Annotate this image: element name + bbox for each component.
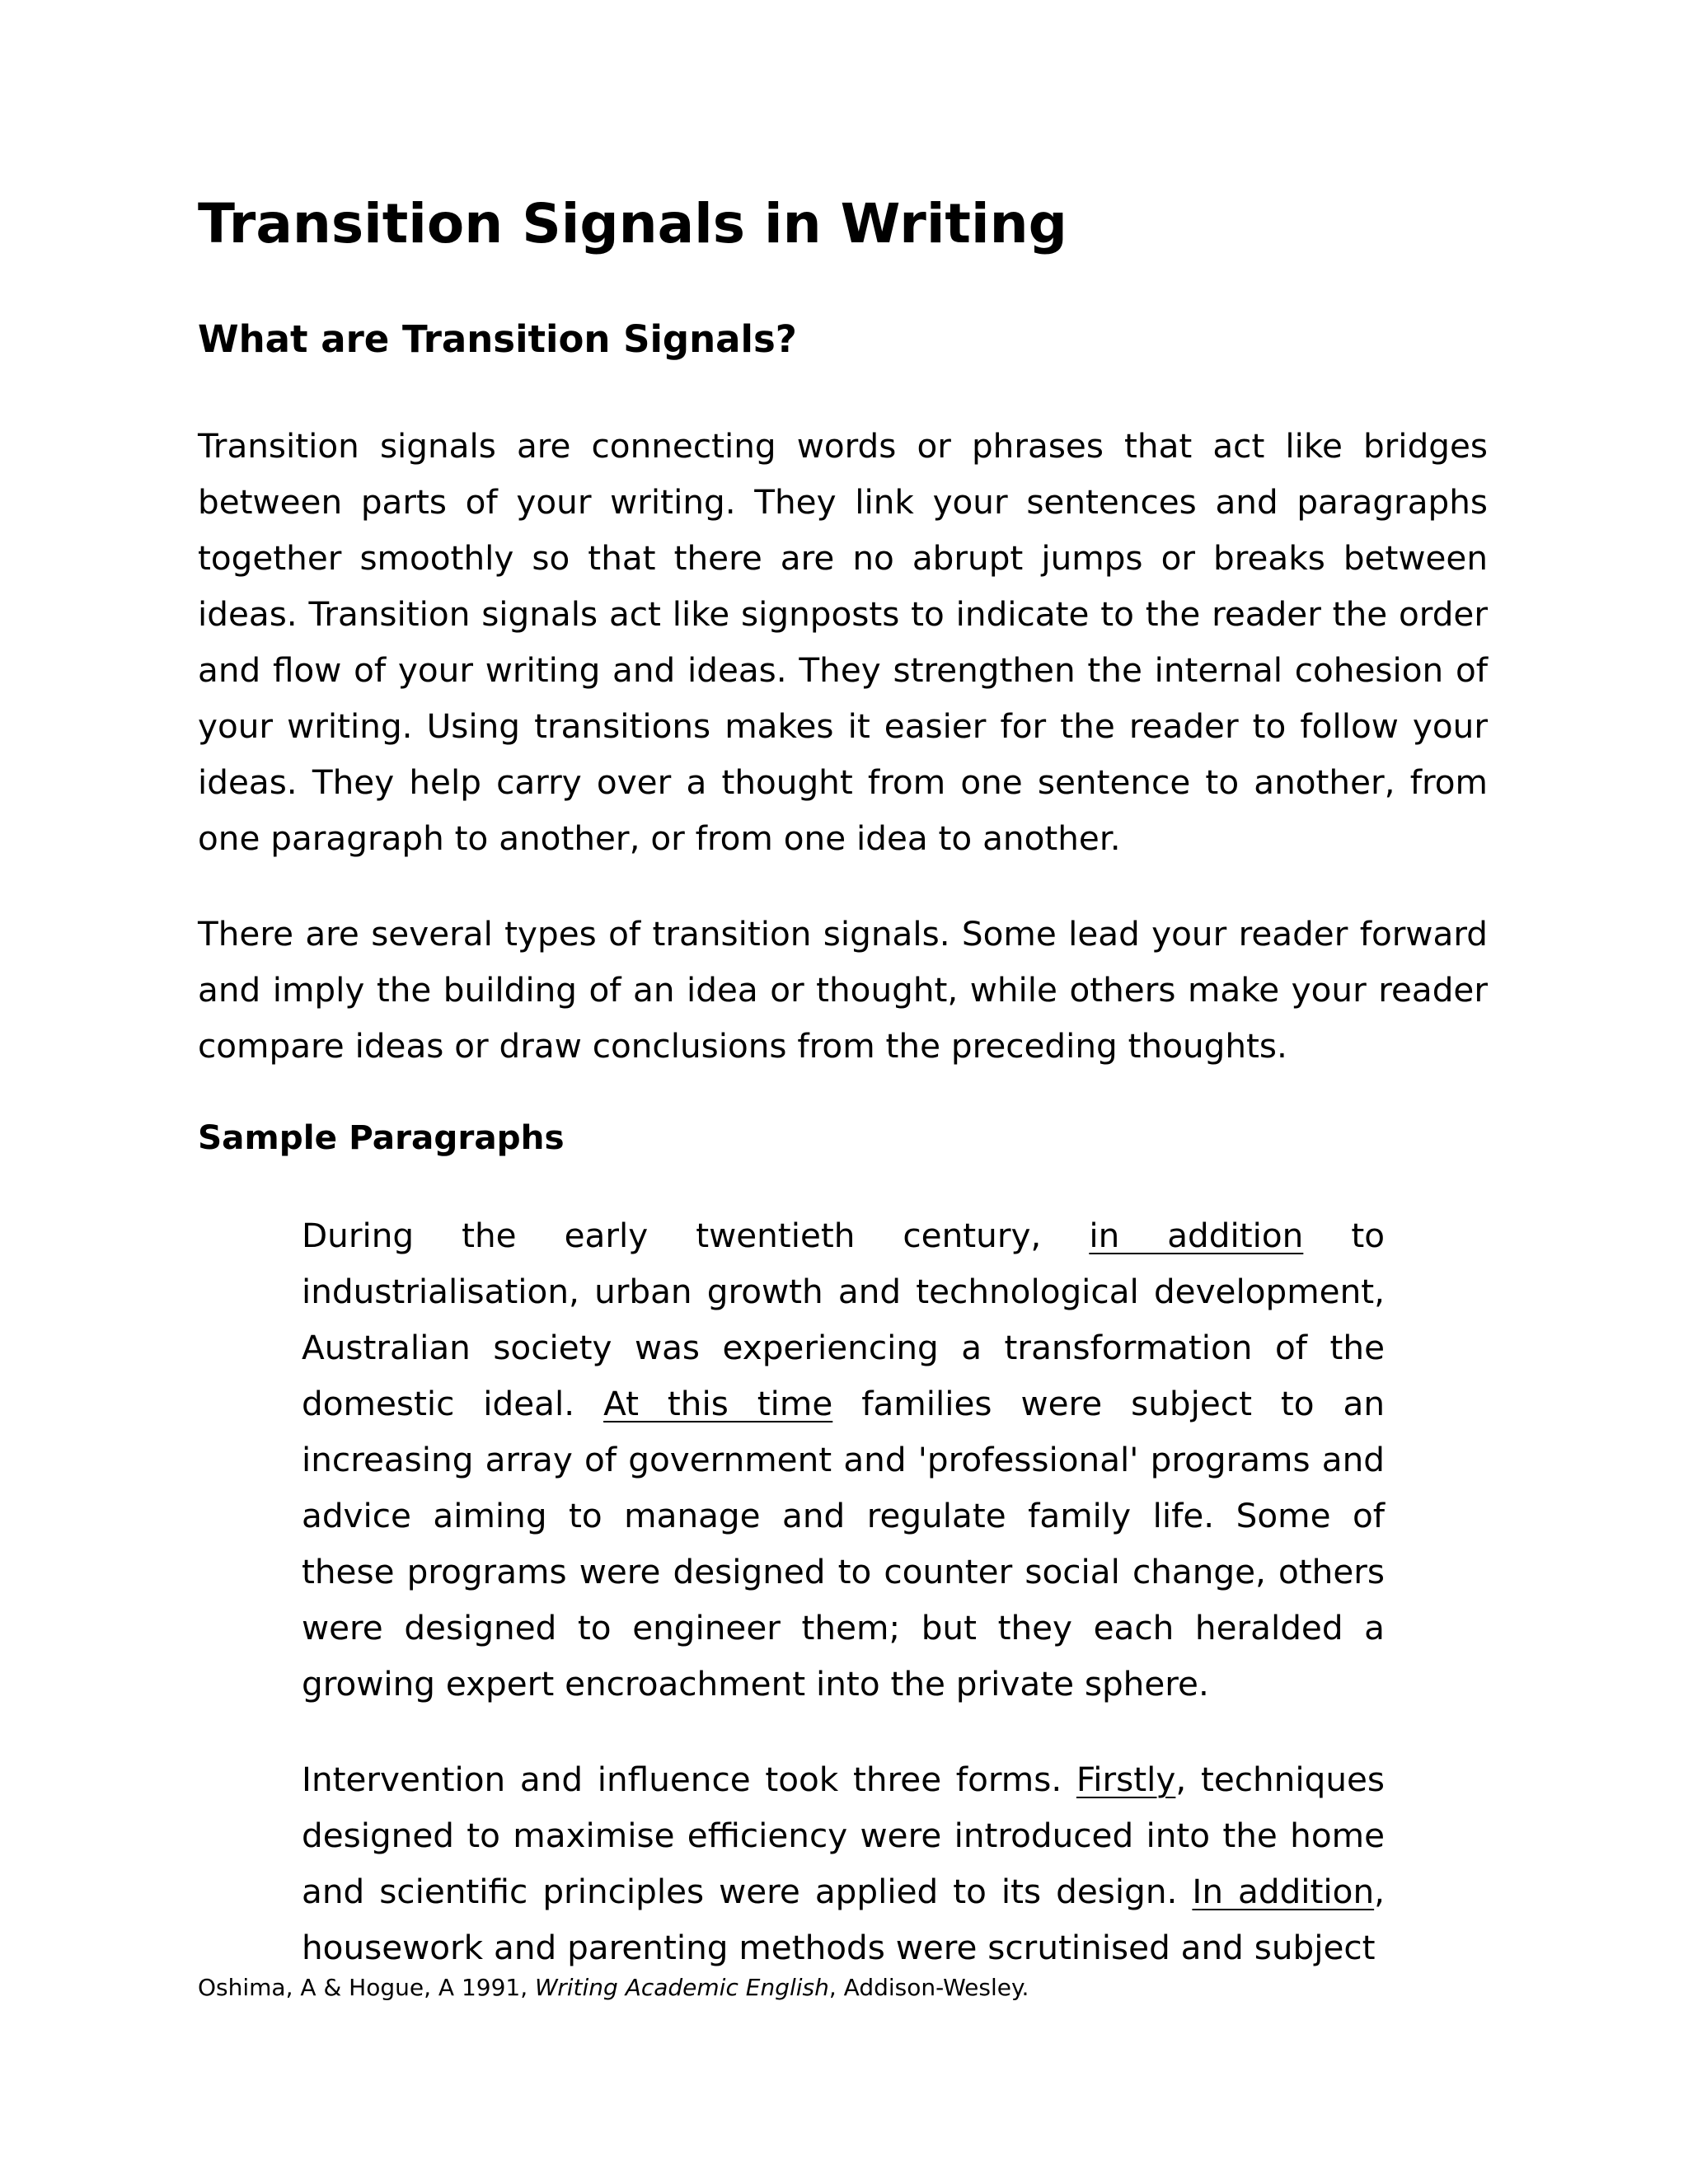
types-paragraph: There are several types of transition signals. Some lead your reader forward and imply the building of an idea or thought, while others make your reader compare ideas or draw conclusions from the preceding thoughts. bbox=[198, 914, 1488, 1066]
citation-publisher: , Addison-Wesley. bbox=[828, 1974, 1029, 2001]
sample-paragraph-1 bbox=[302, 1207, 1385, 1712]
sample-paragraphs-heading: Sample Paragraphs bbox=[198, 1118, 565, 1157]
citation-footer bbox=[198, 1974, 1029, 2002]
citation-authors: Oshima, A & Hogue, A 1991, bbox=[198, 1974, 536, 2001]
section-subtitle: What are Transition Signals? bbox=[198, 317, 797, 361]
sample-paragraph-2 bbox=[302, 1751, 1385, 1975]
sample-1-text-2: to industrialisation, urban growth and technological development, Australian society was experiencing a transformation of the domestic ideal. bbox=[302, 1216, 1385, 1423]
sample-2-text-3: , housework and parenting methods were scrutinised and subject bbox=[302, 1872, 1385, 1967]
transition-signal-at-this-time: At this time bbox=[603, 1384, 833, 1423]
sample-2-text-2: , techniques designed to maximise efficiency were introduced into the home and scientific principles were applied to its design. bbox=[302, 1760, 1385, 1911]
transition-signal-in-addition: in addition bbox=[1089, 1216, 1304, 1255]
sample-1-text-1: During the early twentieth century, bbox=[302, 1216, 1090, 1255]
page-title: Transition Signals in Writing bbox=[198, 192, 1067, 255]
transition-signal-in-addition-2: In addition bbox=[1192, 1872, 1375, 1911]
intro-paragraph: Transition signals are connecting words or phrases that act like bridges between parts of your writing. They link your sentences and paragraphs together smoothly so that there are no abrupt jumps or breaks between ideas. Transition signals act like signposts to indicate to the reader the order and flow of your writing and ideas. They strengthen the internal cohesion of your writing. Using transitions makes it easier for the reader to follow your ideas. They help carry over a thought from one sentence to another, from one paragraph to another, or from one idea to another. bbox=[198, 426, 1488, 858]
transition-signal-firstly: Firstly bbox=[1076, 1760, 1176, 1799]
citation-book-title: Writing Academic English bbox=[535, 1974, 829, 2001]
sample-2-text-1: Intervention and influence took three forms. bbox=[302, 1760, 1076, 1799]
sample-1-text-3: families were subject to an increasing array of government and 'professional' programs and advice aiming to manage and regulate family life. Some of these programs were designed to counter social change, others were designed to engineer them; but they each heralded a growing expert encroachment into the private sphere. bbox=[302, 1384, 1385, 1704]
